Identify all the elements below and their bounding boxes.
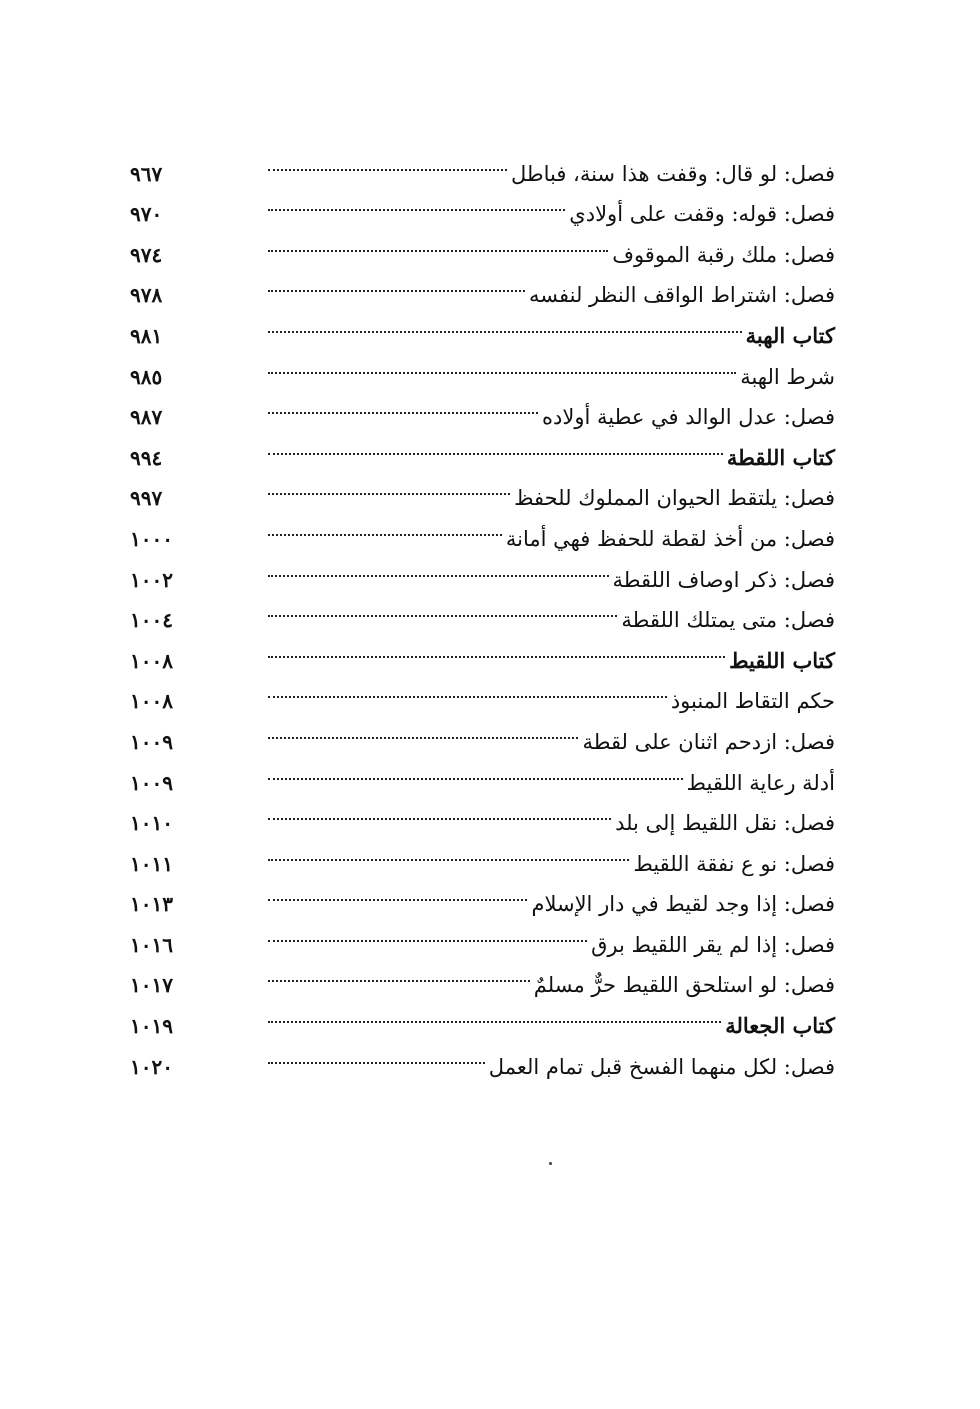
toc-book-heading [130, 302, 835, 348]
toc-dot-leader [268, 627, 725, 668]
toc-dot-leader [268, 384, 538, 425]
toc-entry-title: كتاب الهبة [745, 322, 835, 348]
toc-entry-page: ١٠٠٩ [130, 770, 173, 795]
toc-dot-leader [268, 140, 507, 181]
toc-dot-leader [268, 1033, 485, 1074]
toc-entry-page: ١٠٠٨ [130, 648, 173, 673]
toc-entry-page: ٩٧٠ [130, 202, 163, 227]
toc-entry-page: ١٠١٦ [130, 932, 173, 957]
toc-entry-title: كتاب اللقطة [726, 444, 835, 470]
toc-entry-page: ٩٨٥ [130, 364, 163, 389]
toc-dot-leader [268, 465, 510, 506]
toc-entry-title: فصل: متى يمتلك اللقطة [621, 608, 835, 633]
toc-entry-title: شرط الهبة [740, 364, 835, 389]
toc-entry-title: فصل: إذا وجد لقيط في دار الإسلام [531, 892, 835, 917]
toc-entry-page: ١٠١٧ [130, 973, 173, 998]
toc-dot-leader [268, 262, 525, 303]
toc-entry-page: ٩٨١ [130, 323, 163, 348]
toc-entry-title: فصل: اشتراط الواقف النظر لنفسه [529, 283, 835, 308]
toc-entry-page: ١٠٠٩ [130, 729, 173, 754]
toc-entry [130, 384, 835, 430]
toc-entry-page: ٩٧٤ [130, 242, 163, 267]
toc-entry-title: حكم التقاط المنبوذ [670, 689, 835, 714]
toc-dot-leader [268, 343, 736, 384]
toc-entry-page: ١٠٠٨ [130, 689, 173, 714]
toc-dot-leader [268, 871, 527, 912]
table-of-contents [130, 140, 835, 1079]
toc-dot-leader [268, 587, 617, 628]
toc-entry-title: فصل: لو استلحق اللقيط حرٌّ مسلمٌ [533, 973, 835, 998]
toc-entry-title: فصل: ملك رقبة الموقوف [612, 242, 835, 267]
toc-entry-page: ١٠١٩ [130, 1014, 173, 1039]
toc-dot-leader [268, 221, 608, 262]
toc-dot-leader [268, 992, 721, 1033]
toc-entry-page: ١٠٠٠ [130, 526, 173, 551]
toc-entry [130, 140, 835, 186]
toc-dot-leader [268, 952, 530, 993]
toc-entry-page: ١٠١٠ [130, 811, 173, 836]
toc-entry-title: كتاب اللقيط [729, 647, 835, 673]
toc-dot-leader [268, 911, 587, 952]
toc-entry-title: كتاب الجعالة [725, 1013, 835, 1039]
toc-dot-leader [268, 424, 723, 465]
scan-speck [549, 1162, 552, 1165]
toc-entry-page: ١٠٢٠ [130, 1054, 173, 1079]
toc-entry-page: ١٠٠٤ [130, 608, 173, 633]
toc-entry [130, 343, 835, 389]
toc-entry-page: ١٠١٣ [130, 892, 173, 917]
toc-dot-leader [268, 302, 742, 343]
toc-entry-page: ٩٩٤ [130, 445, 163, 470]
toc-dot-leader [268, 708, 578, 749]
toc-entry-page: ٩٩٧ [130, 486, 163, 511]
toc-dot-leader [268, 668, 667, 709]
toc-entry-title: فصل: من أخذ لقطة للحفظ فهي أمانة [505, 526, 835, 551]
toc-entry-title: فصل: نقل اللقيط إلى بلد [615, 811, 835, 836]
toc-dot-leader [268, 181, 565, 222]
toc-dot-leader [268, 790, 611, 831]
toc-dot-leader [268, 546, 609, 587]
toc-dot-leader [268, 830, 629, 871]
toc-entry-title: فصل: لو قال: وقفت هذا سنة، فباطل [510, 161, 835, 186]
toc-dot-leader [268, 505, 502, 546]
toc-entry-title: فصل: ازدحم اثنان على لقطة [582, 729, 835, 754]
toc-entry-title: فصل: إذا لم يقر اللقيط برق [591, 932, 835, 957]
toc-entry-page: ١٠٠٢ [130, 567, 173, 592]
toc-entry-title: فصل: عدل الوالد في عطية أولاده [542, 405, 835, 430]
toc-entry-page: ١٠١١ [130, 851, 173, 876]
toc-entry-title: فصل: لكل منهما الفسخ قبل تمام العمل [488, 1054, 835, 1079]
toc-entry-title: فصل: نو ع نفقة اللقيط [633, 851, 835, 876]
toc-dot-leader [268, 749, 683, 790]
toc-entry-page: ٩٧٨ [130, 283, 163, 308]
toc-entry-title: فصل: ذكر اوصاف اللقطة [612, 567, 835, 592]
toc-entry-title: فصل: يلتقط الحيوان المملوك للحفظ [514, 486, 835, 511]
toc-entry-page: ٩٦٧ [130, 161, 163, 186]
toc-entry-page: ٩٨٧ [130, 405, 163, 430]
toc-entry-title: أدلة رعاية اللقيط [686, 770, 835, 795]
toc-entry-title: فصل: قوله: وقفت على أولادي [569, 202, 835, 227]
